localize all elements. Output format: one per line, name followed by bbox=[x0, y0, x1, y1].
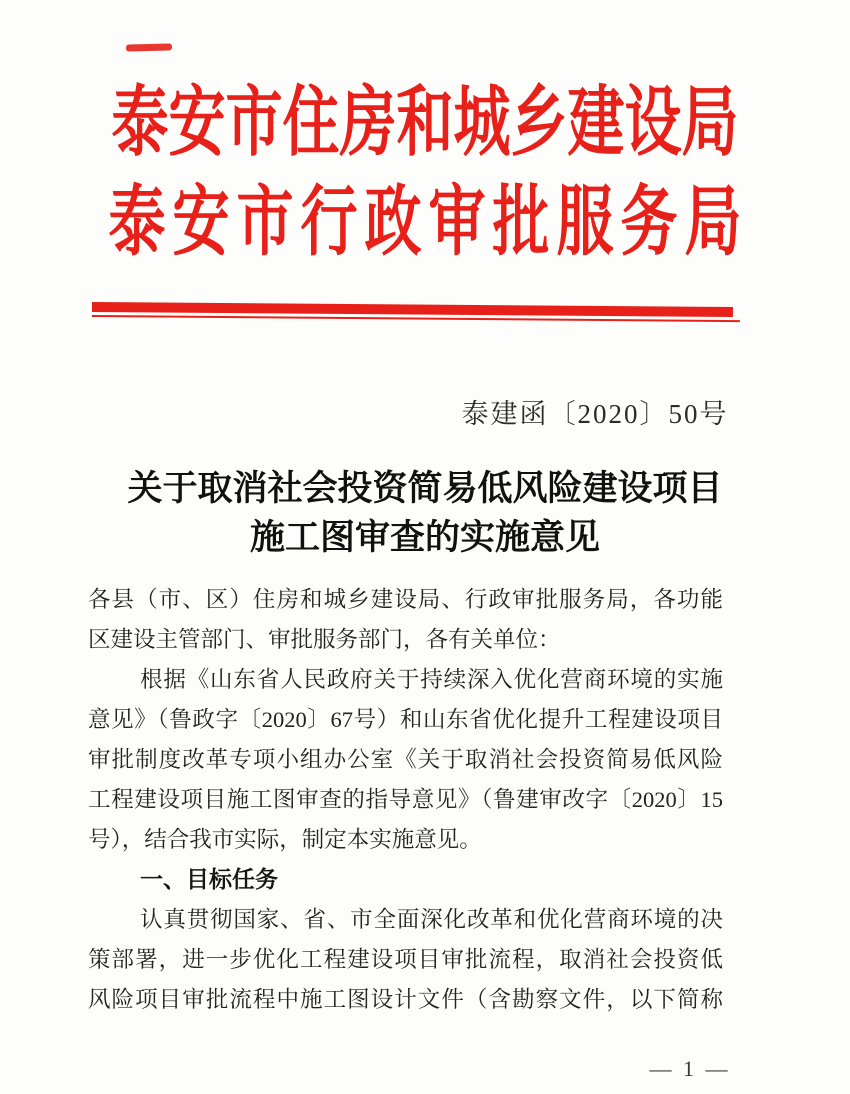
red-divider bbox=[92, 302, 740, 322]
addressee-line-2: 区建设主管部门、审批服务部门，各有关单位： bbox=[88, 627, 561, 652]
paragraph-line: 审批制度改革专项小组办公室《关于取消社会投资简易低风险 bbox=[88, 747, 723, 772]
page-number: — 1 — bbox=[649, 1056, 731, 1081]
document-title-line-2: 施工图审查的实施意见 bbox=[249, 518, 600, 557]
document-title bbox=[0, 464, 850, 562]
document-title-line-1: 关于取消社会投资简易低风险建设项目 bbox=[127, 469, 723, 508]
paragraph-line: 号），结合我市实际，制定本实施意见。 bbox=[88, 827, 482, 852]
paragraph-line: 工程建设项目施工图审查的指导意见》（鲁建审改字〔2020〕15 bbox=[88, 787, 723, 812]
section-heading: 一、目标任务 bbox=[140, 867, 278, 893]
paragraph-line: 风险项目审批流程中施工图设计文件（含勘察文件，以下简称 bbox=[88, 987, 723, 1012]
red-scan-artifact bbox=[126, 43, 172, 51]
paragraph-line: 策部署，进一步优化工程建设项目审批流程，取消社会投资低 bbox=[88, 947, 723, 972]
paragraph-line: 意见》（鲁政字〔2020〕67号）和山东省优化提升工程建设项目 bbox=[88, 707, 723, 732]
addressee-line-1: 各县（市、区）住房和城乡建设局、行政审批服务局，各功能 bbox=[88, 587, 723, 612]
org-name-line-1: 泰安市住房和城乡建设局 bbox=[111, 80, 739, 166]
org-name-line-2: 泰安市行政审批服务局 bbox=[108, 180, 749, 266]
document-body bbox=[88, 580, 723, 1020]
paragraph-line: 根据《山东省人民政府关于持续深入优化营商环境的实施 bbox=[140, 667, 723, 692]
letterhead bbox=[0, 74, 850, 274]
paragraph-line: 认真贯彻国家、省、市全面深化改革和优化营商环境的决 bbox=[140, 907, 723, 932]
doc-reference-number: 泰建函〔2020〕50号 bbox=[461, 399, 729, 429]
